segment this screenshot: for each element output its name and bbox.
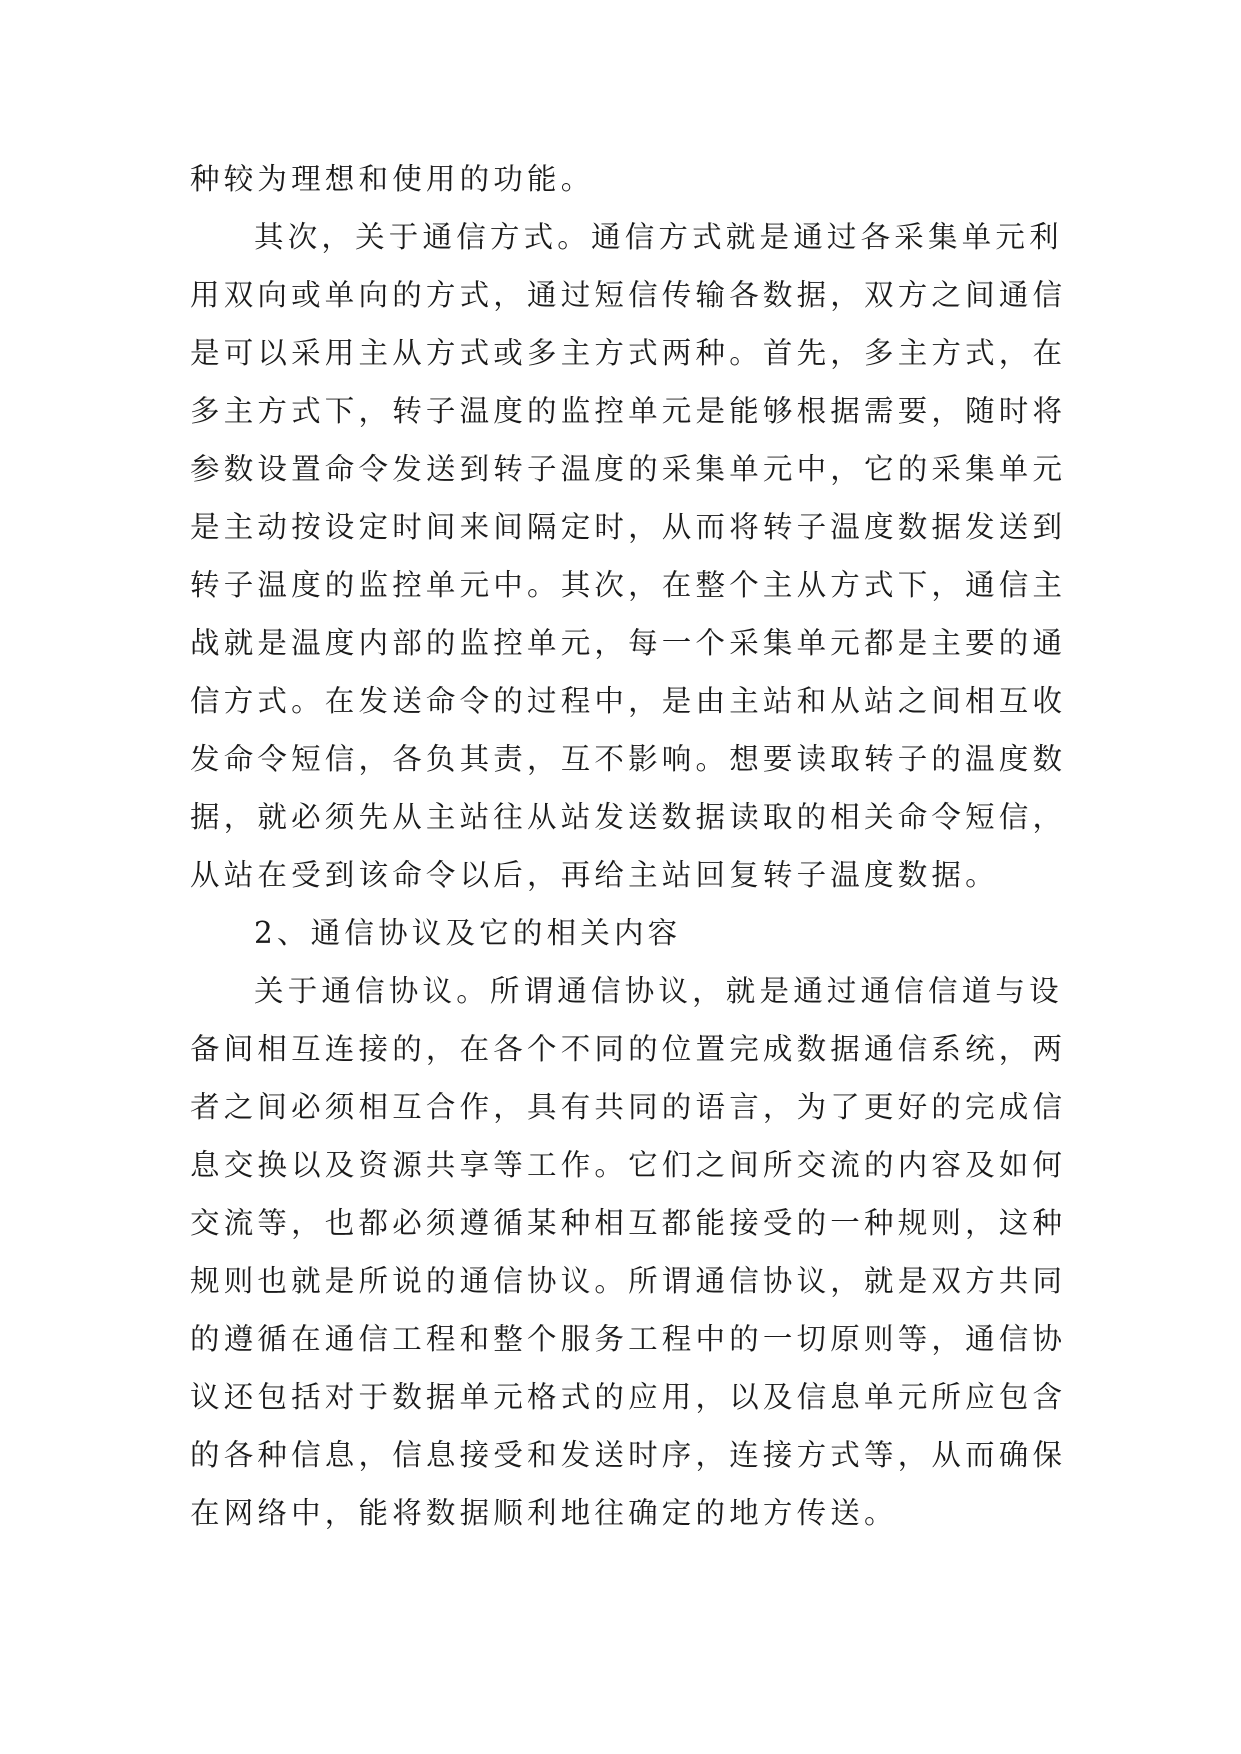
- paragraph-first-line: 其次，关于通信方式。通信方式就是通过各采集单元利: [254, 220, 1063, 254]
- text-line: 者之间必须相互合作，具有共同的语言，为了更好的完成信: [190, 1090, 1067, 1124]
- text-line: 备间相互连接的，在各个不同的位置完成数据通信系统，两: [190, 1032, 1067, 1066]
- text-line: 多主方式下，转子温度的监控单元是能够根据需要，随时将: [190, 394, 1067, 428]
- text-line: 信方式。在发送命令的过程中，是由主站和从站之间相互收: [190, 684, 1067, 718]
- text-line: 用双向或单向的方式，通过短信传输各数据，双方之间通信: [190, 278, 1067, 312]
- text-line: 转子温度的监控单元中。其次，在整个主从方式下，通信主: [190, 568, 1067, 602]
- paragraph-continuation-line: 种较为理想和使用的功能。: [190, 162, 595, 196]
- text-line: 是主动按设定时间来间隔定时，从而将转子温度数据发送到: [190, 510, 1067, 544]
- section-heading: 2、通信协议及它的相关内容: [254, 916, 682, 950]
- paragraph-first-line: 关于通信协议。所谓通信协议，就是通过通信信道与设: [254, 974, 1063, 1008]
- text-line: 从站在受到该命令以后，再给主站回复转子温度数据。: [190, 858, 999, 892]
- text-line: 规则也就是所说的通信协议。所谓通信协议，就是双方共同: [190, 1264, 1067, 1298]
- text-line: 参数设置命令发送到转子温度的采集单元中，它的采集单元: [190, 452, 1067, 486]
- document-body: [190, 150, 1067, 1542]
- text-line: 在网络中，能将数据顺利地往确定的地方传送。: [190, 1496, 898, 1530]
- text-line: 交流等，也都必须遵循某种相互都能接受的一种规则，这种: [190, 1206, 1067, 1240]
- text-line: 据，就必须先从主站往从站发送数据读取的相关命令短信，: [190, 800, 1067, 834]
- text-line: 的遵循在通信工程和整个服务工程中的一切原则等，通信协: [190, 1322, 1067, 1356]
- text-line: 是可以采用主从方式或多主方式两种。首先，多主方式，在: [190, 336, 1067, 370]
- text-line: 议还包括对于数据单元格式的应用，以及信息单元所应包含: [190, 1380, 1067, 1414]
- text-line: 发命令短信，各负其责，互不影响。想要读取转子的温度数: [190, 742, 1067, 776]
- text-line: 息交换以及资源共享等工作。它们之间所交流的内容及如何: [190, 1148, 1067, 1182]
- text-line: 战就是温度内部的监控单元，每一个采集单元都是主要的通: [190, 626, 1067, 660]
- text-line: 的各种信息，信息接受和发送时序，连接方式等，从而确保: [190, 1438, 1067, 1472]
